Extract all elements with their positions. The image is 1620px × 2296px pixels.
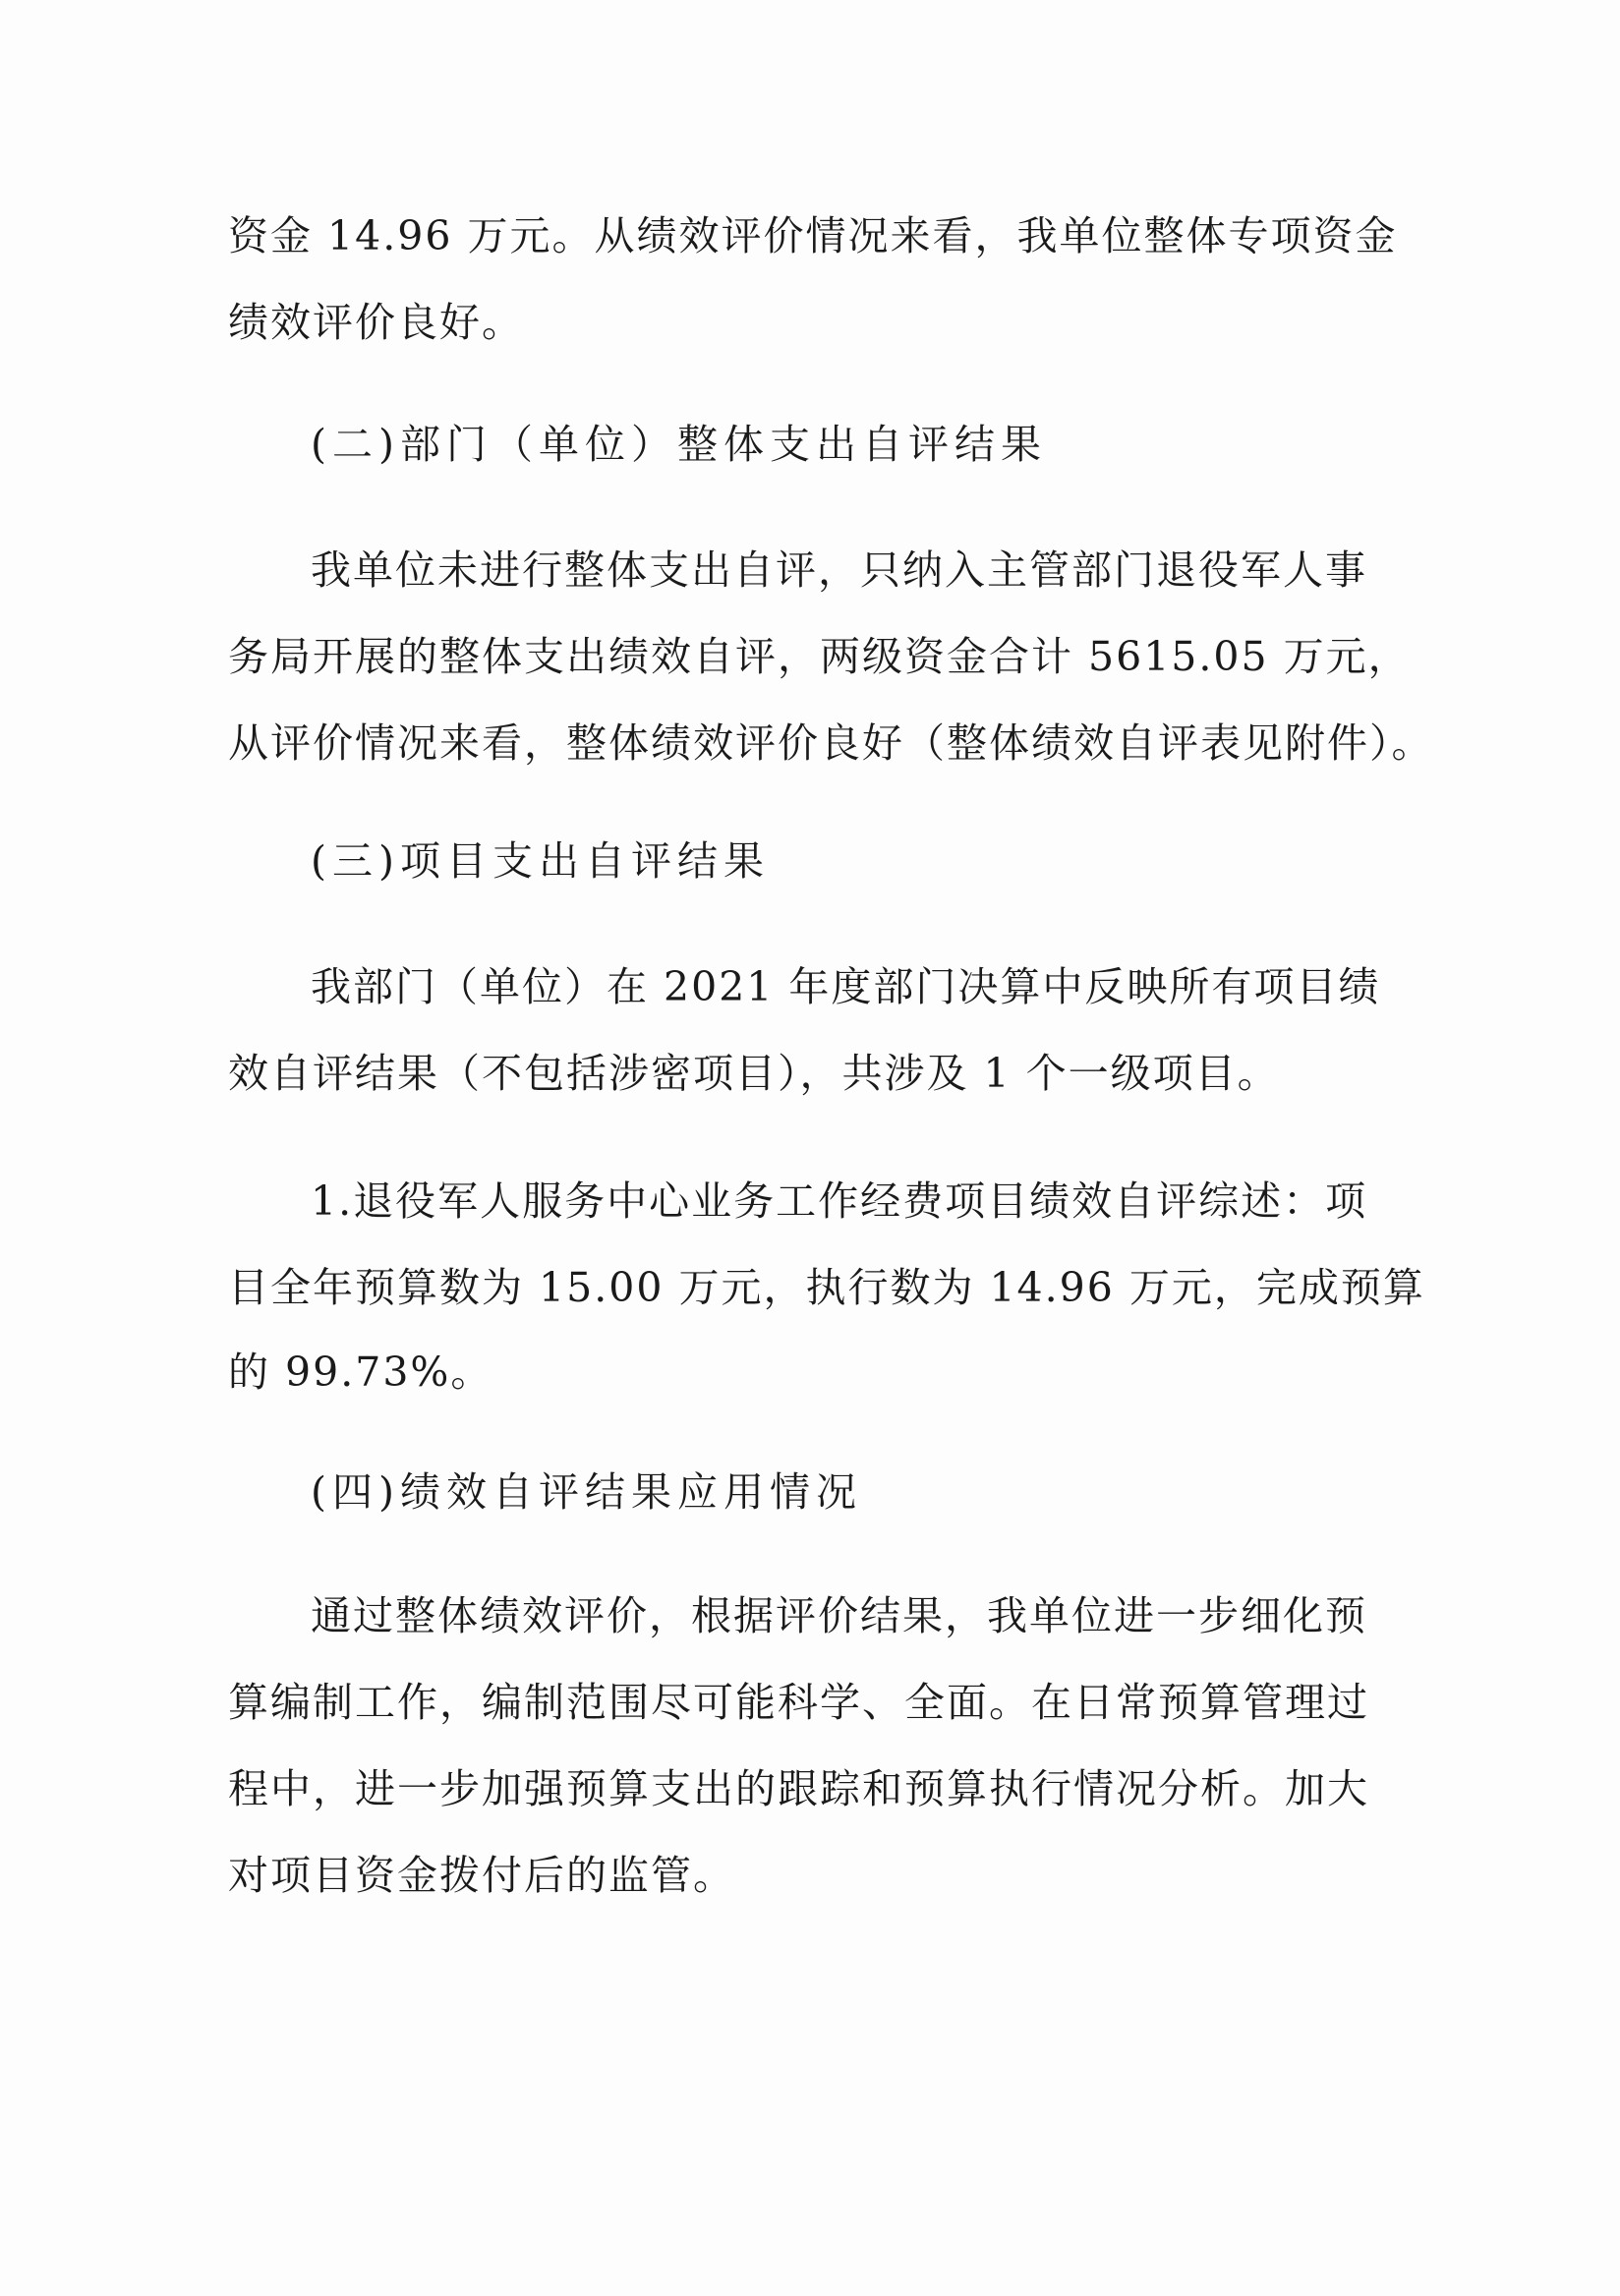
paragraph-3-line-2: 务局开展的整体支出绩效自评，两级资金合计 5615.05 万元， <box>228 633 1411 680</box>
paragraph-1-line-2: 绩效评价良好。 <box>228 299 524 346</box>
paragraph-3-line-3: 从评价情况来看，整体绩效评价良好（整体绩效自评表见附件）。 <box>228 719 1434 767</box>
paragraph-6-line-1: 1.退役军人服务中心业务工作经费项目绩效自评综述：项 <box>311 1177 1368 1225</box>
paragraph-5-line-1: 我部门（单位）在 2021 年度部门决算中反映所有项目绩 <box>311 963 1381 1010</box>
section-heading-3: (三)项目支出自评结果 <box>311 837 770 885</box>
section-heading-4: (四)绩效自评结果应用情况 <box>311 1468 862 1516</box>
paragraph-8-line-4: 对项目资金拨付后的监管。 <box>228 1852 735 1899</box>
paragraph-8-line-2: 算编制工作，编制范围尽可能科学、全面。在日常预算管理过 <box>228 1679 1369 1726</box>
paragraph-6-line-2: 目全年预算数为 15.00 万元，执行数为 14.96 万元，完成预算 <box>228 1264 1425 1311</box>
paragraph-3-line-1: 我单位未进行整体支出自评，只纳入主管部门退役军人事 <box>311 546 1367 594</box>
paragraph-8-line-1: 通过整体绩效评价，根据评价结果，我单位进一步细化预 <box>311 1592 1367 1639</box>
paragraph-8-line-3: 程中，进一步加强预算支出的跟踪和预算执行情况分析。加大 <box>228 1765 1369 1812</box>
paragraph-1-line-1: 资金 14.96 万元。从绩效评价情况来看，我单位整体专项资金 <box>228 212 1398 259</box>
paragraph-5-line-2: 效自评结果（不包括涉密项目），共涉及 1 个一级项目。 <box>228 1050 1280 1097</box>
section-heading-2: (二)部门（单位）整体支出自评结果 <box>311 421 1047 468</box>
paragraph-6-line-3: 的 99.73%。 <box>228 1349 493 1396</box>
